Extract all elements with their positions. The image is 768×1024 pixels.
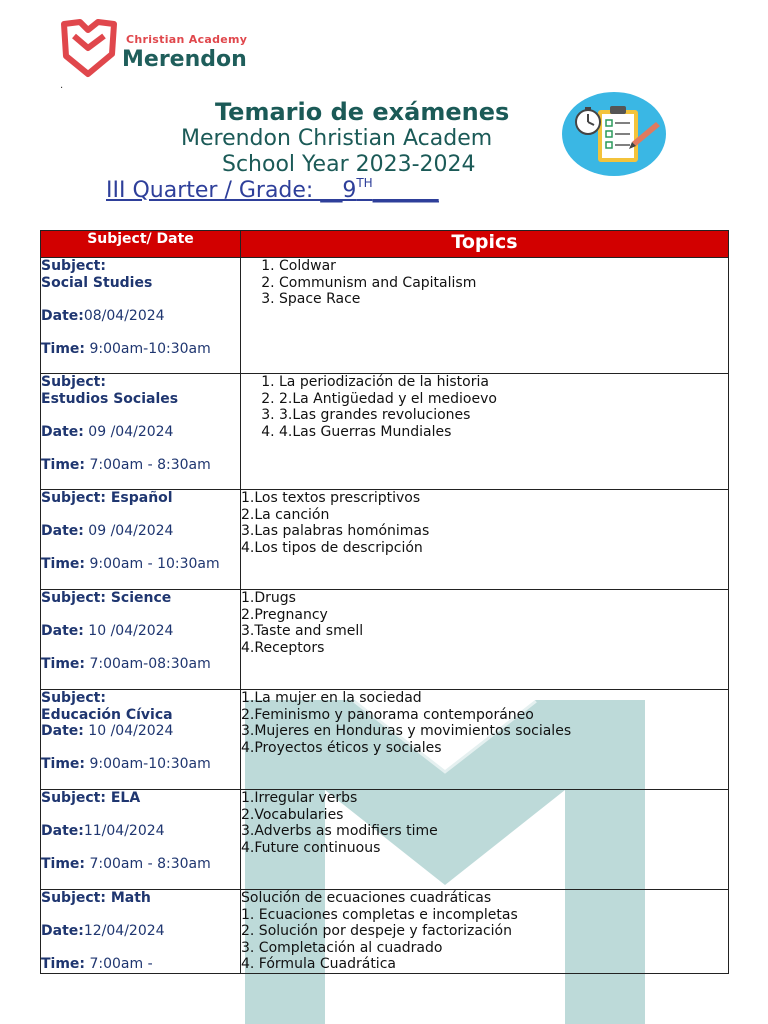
topics-cell — [241, 258, 729, 374]
subject-line: Subject: Math — [41, 890, 151, 906]
topic-item: 1. Coldwar — [279, 258, 728, 275]
topic-item: 4. Fórmula Cuadrática — [241, 956, 396, 973]
subject-date-cell — [41, 258, 241, 374]
topic-item: 3.Adverbs as modifiers time — [241, 823, 438, 840]
time-line: Time: 7:00am - — [41, 956, 153, 973]
subject-line: Subject: Español — [41, 490, 173, 506]
topic-item: 3.Las palabras homónimas — [241, 523, 430, 540]
subject-date-cell — [41, 690, 241, 790]
subject-name: Math — [105, 890, 151, 906]
clipboard-checklist-icon — [562, 92, 666, 176]
subject-name: Español — [105, 490, 173, 506]
table-row — [41, 490, 729, 590]
school-year: School Year 2023-2024 — [222, 152, 476, 177]
time-line: Time: 9:00am-10:30am — [41, 340, 211, 357]
subject-name: Educación Cívica — [41, 706, 173, 723]
topic-item: 1.Los textos prescriptivos — [241, 490, 421, 506]
logo-name: Merendon — [122, 47, 247, 72]
topics-cell — [241, 490, 729, 590]
exam-time: 9:00am-10:30am — [85, 756, 211, 773]
exam-date: 11/04/2024 — [83, 823, 165, 840]
topic-item: 2.La canción — [241, 506, 330, 523]
date-line: Date:11/04/2024 — [41, 823, 165, 840]
exam-topics-table — [40, 230, 729, 974]
topic-item: 1. La periodización de la historia — [279, 374, 728, 391]
topic-item: 2.Pregnancy — [241, 606, 328, 623]
topic-item: 4.Proyectos éticos y sociales — [241, 739, 442, 756]
time-line: Time: 7:00am-08:30am — [41, 656, 211, 673]
subject-line: Subject: — [41, 690, 106, 706]
exam-time: 7:00am - 8:30am — [85, 856, 211, 873]
subject-date-cell — [41, 590, 241, 690]
time-line: Time: 9:00am - 10:30am — [41, 556, 220, 573]
exam-time: 7:00am-08:30am — [85, 656, 211, 673]
topic-item: 2. 2.La Antigüedad y el medioevo — [279, 391, 728, 408]
table-row — [41, 374, 729, 490]
topics-list — [241, 490, 728, 556]
subject-date-cell — [41, 890, 241, 974]
table-header-row — [41, 231, 729, 258]
exam-date: 12/04/2024 — [83, 923, 165, 940]
logo-tagline: Christian Academy — [126, 33, 248, 46]
subject-line: Subject: — [41, 374, 106, 390]
topics-cell — [241, 690, 729, 790]
topic-item: 2.Feminismo y panorama contemporáneo — [241, 706, 534, 723]
page-title: Temario de exámenes — [215, 98, 510, 126]
time-line: Time: 9:00am-10:30am — [41, 756, 211, 773]
topics-list — [241, 374, 728, 440]
table-row — [41, 790, 729, 890]
topics-cell — [241, 590, 729, 690]
topic-item: 1.Drugs — [241, 590, 296, 606]
topic-item: 4.Los tipos de descripción — [241, 539, 423, 556]
topic-item: 1. Ecuaciones completas e incompletas — [241, 906, 518, 923]
date-line: Date: 10 /04/2024 — [41, 723, 174, 740]
table-row — [41, 890, 729, 974]
topic-item: 2. Solución por despeje y factorización — [241, 923, 512, 940]
subject-name: Social Studies — [41, 274, 153, 291]
topics-list — [241, 590, 728, 656]
subject-name-line — [41, 707, 240, 724]
topics-cell — [241, 790, 729, 890]
date-line: Date: 10 /04/2024 — [41, 623, 174, 640]
subject-name: Science — [105, 590, 172, 606]
stray-dot: . — [60, 80, 64, 91]
shield-logo-icon — [58, 18, 118, 78]
time-line: Time: 7:00am - 8:30am — [41, 456, 211, 473]
exam-date: 08/04/2024 — [83, 307, 165, 324]
column-header-topics: Topics — [241, 231, 729, 258]
exam-time: 9:00am-10:30am — [85, 340, 211, 357]
subject-date-cell — [41, 790, 241, 890]
topic-item: 3. 3.Las grandes revoluciones — [279, 407, 728, 424]
topic-item: 3. Completación al cuadrado — [241, 939, 443, 956]
topics-list — [241, 890, 728, 973]
exam-time: 9:00am - 10:30am — [85, 556, 220, 573]
subject-date-cell — [41, 374, 241, 490]
date-line: Date: 09 /04/2024 — [41, 523, 174, 540]
exam-date: 09 /04/2024 — [83, 423, 174, 440]
table-row — [41, 258, 729, 374]
school-logo — [58, 18, 278, 84]
subject-name-line — [41, 391, 240, 408]
exam-date: 10 /04/2024 — [83, 623, 174, 640]
column-header-subject-date: Subject/ Date — [41, 231, 241, 258]
date-line: Date: 09 /04/2024 — [41, 423, 174, 440]
date-line: Date:12/04/2024 — [41, 923, 165, 940]
exam-date: 09 /04/2024 — [83, 523, 174, 540]
quarter-grade-line: III Quarter / Grade: __9TH______ — [106, 176, 439, 203]
topic-item: 4. 4.Las Guerras Mundiales — [279, 424, 728, 441]
subject-line: Subject: ELA — [41, 790, 141, 806]
table-row — [41, 590, 729, 690]
exam-date: 10 /04/2024 — [83, 723, 174, 740]
exam-time: 7:00am - 8:30am — [85, 456, 211, 473]
topic-item: 4.Receptors — [241, 639, 325, 656]
subject-name: Estudios Sociales — [41, 390, 179, 407]
topics-list — [241, 258, 728, 308]
topics-cell — [241, 374, 729, 490]
topic-item: 3. Space Race — [279, 291, 728, 308]
topics-heading: Solución de ecuaciones cuadráticas — [241, 890, 492, 906]
exam-illustration — [562, 92, 666, 176]
topic-item: 2. Communism and Capitalism — [279, 275, 728, 292]
topic-item: 2.Vocabularies — [241, 806, 344, 823]
topic-item: 3.Mujeres en Honduras y movimientos sociales — [241, 723, 572, 740]
date-line: Date:08/04/2024 — [41, 307, 165, 324]
topic-item: 4.Future continuous — [241, 839, 381, 856]
topic-item: 1.La mujer en la sociedad — [241, 690, 422, 706]
subject-name-line — [41, 275, 240, 292]
topics-cell — [241, 890, 729, 974]
topic-item: 3.Taste and smell — [241, 623, 364, 640]
subject-line: Subject: Science — [41, 590, 172, 606]
school-name: Merendon Christian Academ — [181, 126, 493, 151]
topic-item: 1.Irregular verbs — [241, 790, 358, 806]
subject-line: Subject: — [41, 258, 106, 274]
topics-list — [241, 790, 728, 856]
exam-time: 7:00am - — [85, 956, 153, 973]
subject-date-cell — [41, 490, 241, 590]
table-row — [41, 690, 729, 790]
subject-name: ELA — [105, 790, 141, 806]
time-line: Time: 7:00am - 8:30am — [41, 856, 211, 873]
topics-list — [241, 690, 728, 756]
